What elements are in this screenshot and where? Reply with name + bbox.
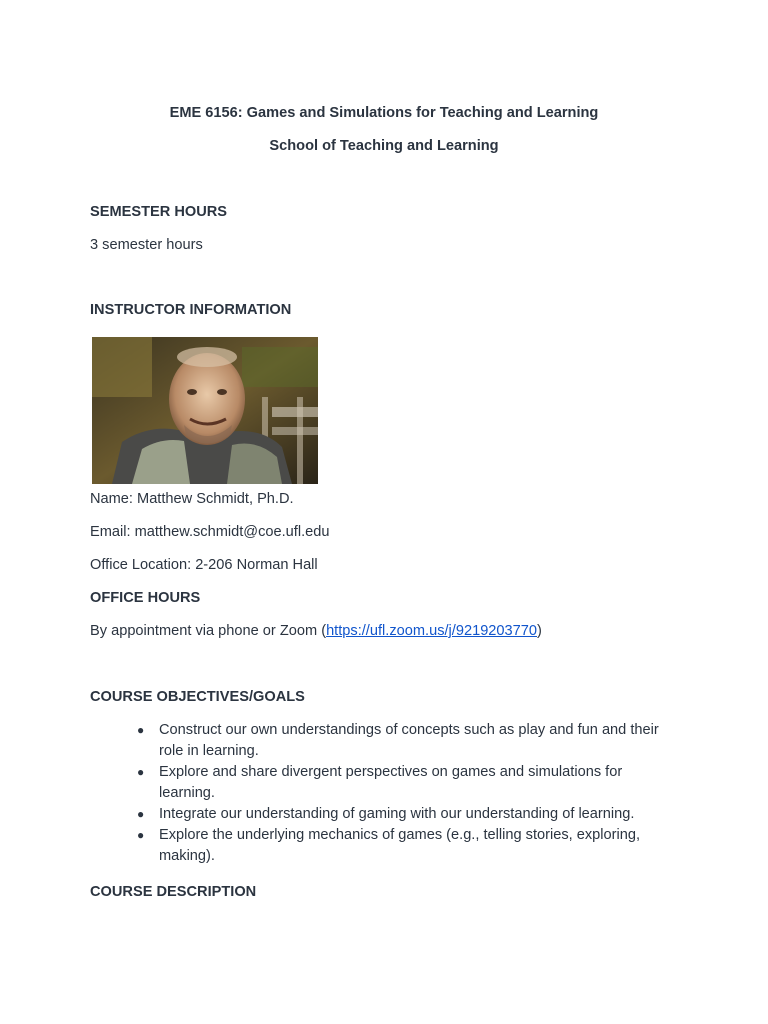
- objectives-list: [136, 720, 676, 867]
- office-hours-suffix: ): [537, 623, 542, 639]
- office-hours-prefix: By appointment via phone or Zoom (: [90, 623, 327, 639]
- course-description-heading: COURSE DESCRIPTION: [90, 884, 257, 900]
- semester-hours-value: 3 semester hours: [90, 237, 203, 253]
- bullet-icon: ●: [137, 807, 145, 821]
- bullet-icon: ●: [137, 765, 145, 779]
- instructor-name: Name: Matthew Schmidt, Ph.D.: [90, 491, 294, 507]
- list-item: [136, 825, 676, 867]
- list-item: [136, 720, 676, 762]
- office-hours-text: [90, 623, 542, 639]
- objective-text: Construct our own understandings of concepts such as play and fun and their role in learning.: [159, 722, 659, 759]
- objective-text: Explore the underlying mechanics of games (e.g., telling stories, exploring, making).: [159, 827, 641, 864]
- instructor-photo: [92, 337, 318, 484]
- objective-text: Integrate our understanding of gaming with our understanding of learning.: [159, 806, 635, 822]
- school-name: School of Teaching and Learning: [269, 138, 499, 154]
- office-hours-heading: OFFICE HOURS: [90, 590, 201, 606]
- bullet-icon: ●: [137, 723, 145, 737]
- course-title: EME 6156: Games and Simulations for Teaching and Learning: [169, 105, 599, 121]
- objectives-heading: COURSE OBJECTIVES/GOALS: [90, 689, 305, 705]
- semester-hours-heading: SEMESTER HOURS: [90, 204, 228, 220]
- office-location: Office Location: 2-206 Norman Hall: [90, 557, 318, 573]
- zoom-link[interactable]: https://ufl.zoom.us/j/9219203770: [326, 623, 538, 639]
- instructor-info-heading: INSTRUCTOR INFORMATION: [90, 302, 292, 318]
- objective-text: Explore and share divergent perspectives on games and simulations for learning.: [159, 764, 623, 801]
- list-item: [136, 762, 676, 804]
- bullet-icon: ●: [137, 828, 145, 842]
- list-item: [136, 804, 676, 825]
- instructor-email: Email: matthew.schmidt@coe.ufl.edu: [90, 524, 330, 540]
